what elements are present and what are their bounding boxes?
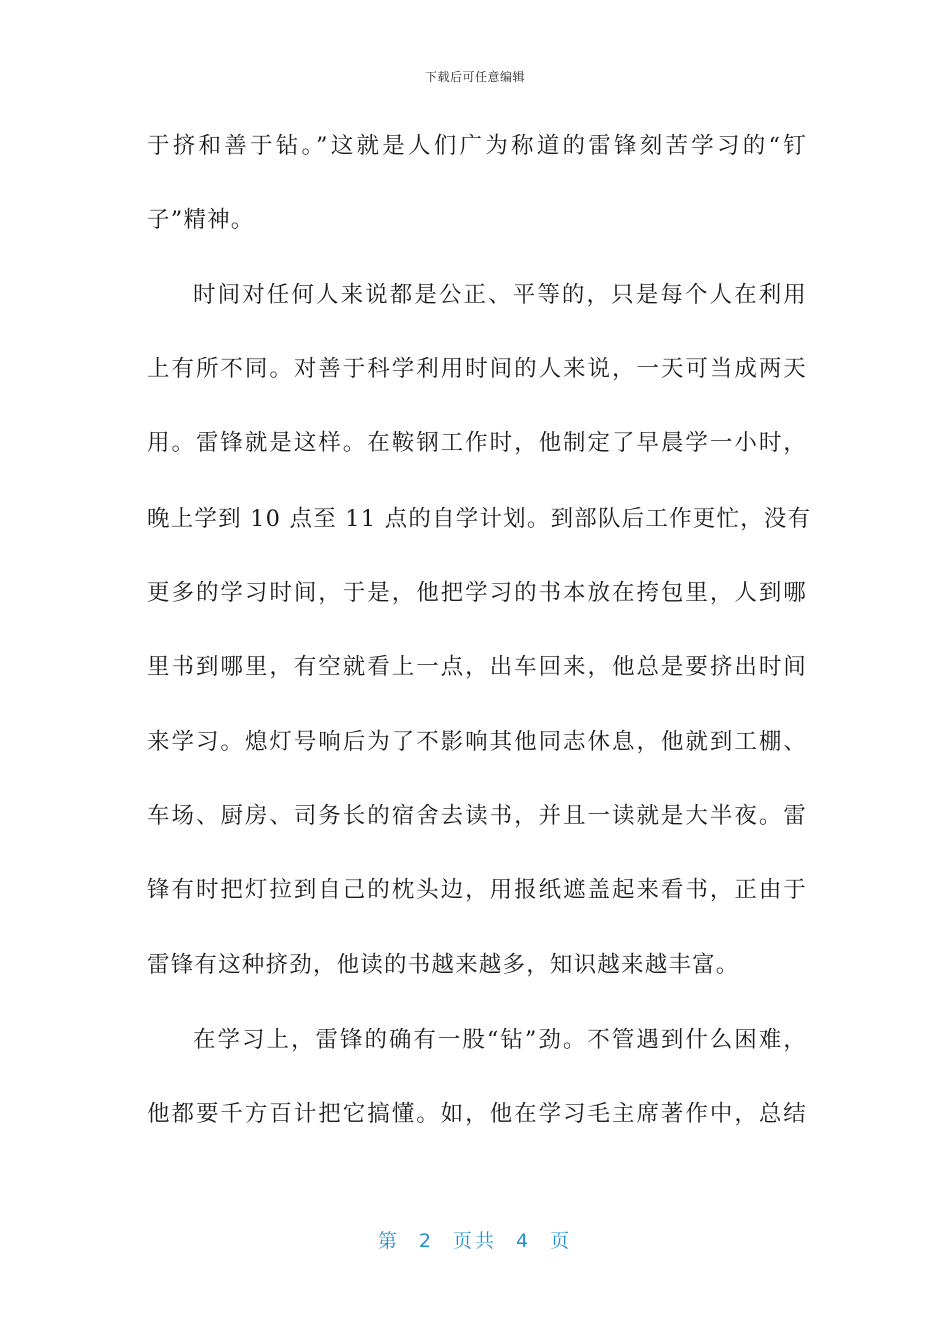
page-number-footer: 第 2 页共 4 页 bbox=[377, 1230, 573, 1252]
text-line-13: 在学习上，雷锋的确有一股“钻”劲。不管遇到什么困难， bbox=[193, 1027, 807, 1053]
text-line-4: 上有所不同。对善于科学利用时间的人来说，一天可当成两天 bbox=[147, 356, 807, 382]
text-line-1: 于挤和善于钻。”这就是人们广为称道的雷锋刻苦学习的“钉 bbox=[147, 133, 807, 159]
text-line-14: 他都要千方百计把它搞懂。如，他在学习毛主席著作中，总结 bbox=[147, 1101, 807, 1127]
page-header: 下载后可任意编辑 bbox=[424, 70, 525, 84]
text-line-2: 子”精神。 bbox=[147, 207, 255, 233]
text-line-11: 锋有时把灯拉到自己的枕头边，用报纸遮盖起来看书，正由于 bbox=[147, 877, 807, 903]
text-line-10: 车场、厨房、司务长的宿舍去读书，并且一读就是大半夜。雷 bbox=[147, 803, 807, 829]
text-line-9: 来学习。熄灯号响后为了不影响其他同志休息，他就到工棚、 bbox=[147, 729, 807, 755]
text-line-5: 用。雷锋就是这样。在鞍钢工作时，他制定了早晨学一小时， bbox=[147, 430, 807, 456]
text-line-12: 雷锋有这种挤劲，他读的书越来越多，知识越来越丰富。 bbox=[147, 952, 740, 978]
text-line-6: 晚上学到 10 点至 11 点的自学计划。到部队后工作更忙，没有 bbox=[147, 506, 812, 532]
text-line-8: 里书到哪里，有空就看上一点，出车回来，他总是要挤出时间 bbox=[147, 654, 807, 680]
text-line-3: 时间对任何人来说都是公正、平等的，只是每个人在利用 bbox=[193, 282, 807, 308]
text-line-7: 更多的学习时间，于是，他把学习的书本放在挎包里，人到哪 bbox=[147, 580, 807, 606]
